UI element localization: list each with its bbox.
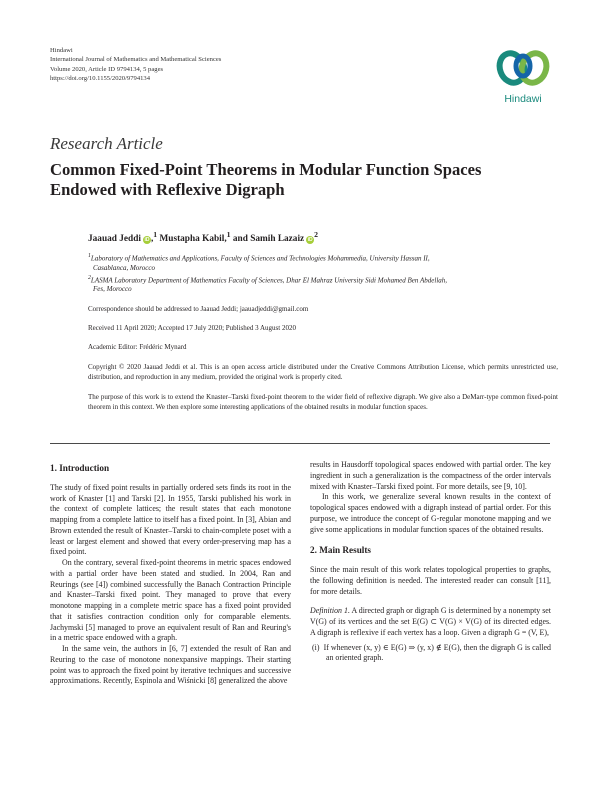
author-affil-sup: 1: [226, 230, 231, 239]
affiliation-item: [88, 274, 558, 296]
orcid-icon[interactable]: iD: [307, 237, 313, 244]
affiliation-text: LASMA Laboratory Department of Mathematics Faculty of Sciences, Dhar El Mahraz University Sidi Mohamed Ben Abdellah,: [90, 275, 448, 284]
list-item-label: (i): [312, 642, 320, 652]
paragraph: The study of fixed point results in partially ordered sets finds its root in the work of Knaster [1] and Tarski [2]. In 1955, Tarski published his work in the context of complete lattices; the result states that each monotone mapping from a complete lattice to itself has a fixed point. In [3], Abian and Brown extended the result of Knaster–Tarski to chain-complete poset with a least or largest element and showed that every order-preserving map has a fixed point.: [50, 482, 291, 557]
academic-editor: Academic Editor: Frédéric Mynard: [88, 343, 187, 351]
list-item: [310, 643, 551, 665]
left-column: [50, 463, 291, 687]
author-separator: and: [230, 234, 251, 245]
paragraph: On the contrary, several fixed-point theorems in metric spaces endowed with a partial order have been stated and studied. In 2004, Ran and Reurings (see [4]) combined successfully the Banach Contraction Principle and Knaster–Tarski fixed point. They managed to prove that every monotone mapping in a complete metric space has a fixed point provided that it satisfies contraction condition only for comparable elements. Jachymski [5] managed to prove an equivalent result of Ran and Reuring's in a metric space endowed with a graph.: [50, 558, 291, 643]
volume-info: Volume 2020, Article ID 9794134, 5 pages: [50, 65, 164, 73]
list-item-text: If whenever (x, y) ∈ E(G) ⇒ (y, x) ∉ E(G), then the digraph G is called an oriented graph.: [323, 642, 551, 663]
section-divider: [50, 443, 550, 444]
correspondence: Correspondence should be addressed to Jaauad Jeddi; jaauadjeddi@gmail.com: [88, 305, 309, 313]
affiliation-sup: 1: [88, 253, 91, 259]
author-separator: ,: [150, 234, 154, 245]
affiliation-sup: 2: [88, 274, 91, 281]
right-column: [310, 460, 551, 664]
copyright-notice: Copyright © 2020 Jaauad Jeddi et al. This is an open access article distributed under the Creative Commons Attribution License, which permits unrestricted use, distribution, and reproduction in any medium, provided the original work is properly cited.: [88, 363, 558, 382]
author-affil-sup: 1: [153, 230, 158, 239]
orcid-icon[interactable]: iD: [144, 237, 150, 244]
publisher-name: Hindawi: [50, 47, 73, 54]
journal-header: [50, 46, 221, 83]
paragraph: In the same vein, the authors in [6, 7] extended the result of Ran and Reuring to the case of monotone nonexpansive mappings. Their starting point was to approach the fixed point by iterative techniques and successive approximations. Recently, Espinola and Wiśnicki [8] generalized the above: [50, 644, 291, 686]
definition-text: A directed graph or digraph G is determined by a nonempty set V(G) of its vertices and the set E(G) ⊂ V(G) × V(G) of its directed edges. A digraph is reflexive if each vertex has a loop. Given a digraph G = (V, E),: [310, 606, 552, 637]
section-heading: 1. Introduction: [50, 463, 110, 473]
publication-dates: Received 11 April 2020; Accepted 17 July 2020; Published 3 August 2020: [88, 324, 296, 332]
author-name: Jaauad Jeddi: [88, 234, 141, 245]
affiliation-location: Fes, Morocco: [93, 285, 132, 294]
article-type: Research Article: [50, 134, 163, 153]
affiliation-item: [88, 252, 558, 274]
section-heading: 2. Main Results: [310, 545, 371, 556]
definition: [310, 606, 551, 638]
author-list: [88, 230, 318, 244]
hindawi-logo-icon: [495, 46, 551, 88]
definition-label: Definition 1.: [310, 606, 350, 616]
hindawi-logo-text: Hindawi: [504, 93, 542, 105]
paragraph: In this work, we generalize several known results in the context of topological spaces endowed with a digraph instead of partial order. For this purpose, we introduce the concept of G-regular monotone mapping and we give some applications in modular function spaces of the obtained results.: [310, 492, 551, 534]
abstract: The purpose of this work is to extend the Knaster–Tarski fixed-point theorem to the wider field of reflexive digraph. We give also a DeMarr-type common fixed-point theorem in this context. We then explore some interesting applications of the obtained results in modular function spaces.: [88, 393, 558, 412]
author-affil-sup: 2: [314, 230, 319, 239]
paragraph: Since the main result of this work relates topological properties to graphs, the following definition is needed. The interested reader can consult [11], for more details.: [310, 565, 551, 596]
page-title: Common Fixed-Point Theorems in Modular Function Spaces Endowed with Reflexive Digraph: [50, 160, 482, 199]
author-name: Samih Lazaiz: [250, 234, 305, 245]
affiliation-location: Casablanca, Morocco: [93, 263, 155, 272]
doi-link[interactable]: https://doi.org/10.1155/2020/9794134: [50, 74, 151, 82]
paragraph: results in Hausdorff topological spaces endowed with partial order. The key ingredient in such a generalization is the compactness of the order intervals mixed with Knaster–Tarski fixed point. For more details, see [9, 10].: [310, 460, 551, 491]
journal-name: International Journal of Mathematics and Mathematical Sciences: [50, 56, 222, 64]
affiliations: [88, 252, 558, 295]
author-name: Mustapha Kabil,: [159, 234, 227, 245]
affiliation-text: Laboratory of Mathematics and Applications, Faculty of Sciences and Technologies Mohammedia, University Hassan II,: [90, 254, 430, 263]
hindawi-logo: [493, 46, 553, 108]
